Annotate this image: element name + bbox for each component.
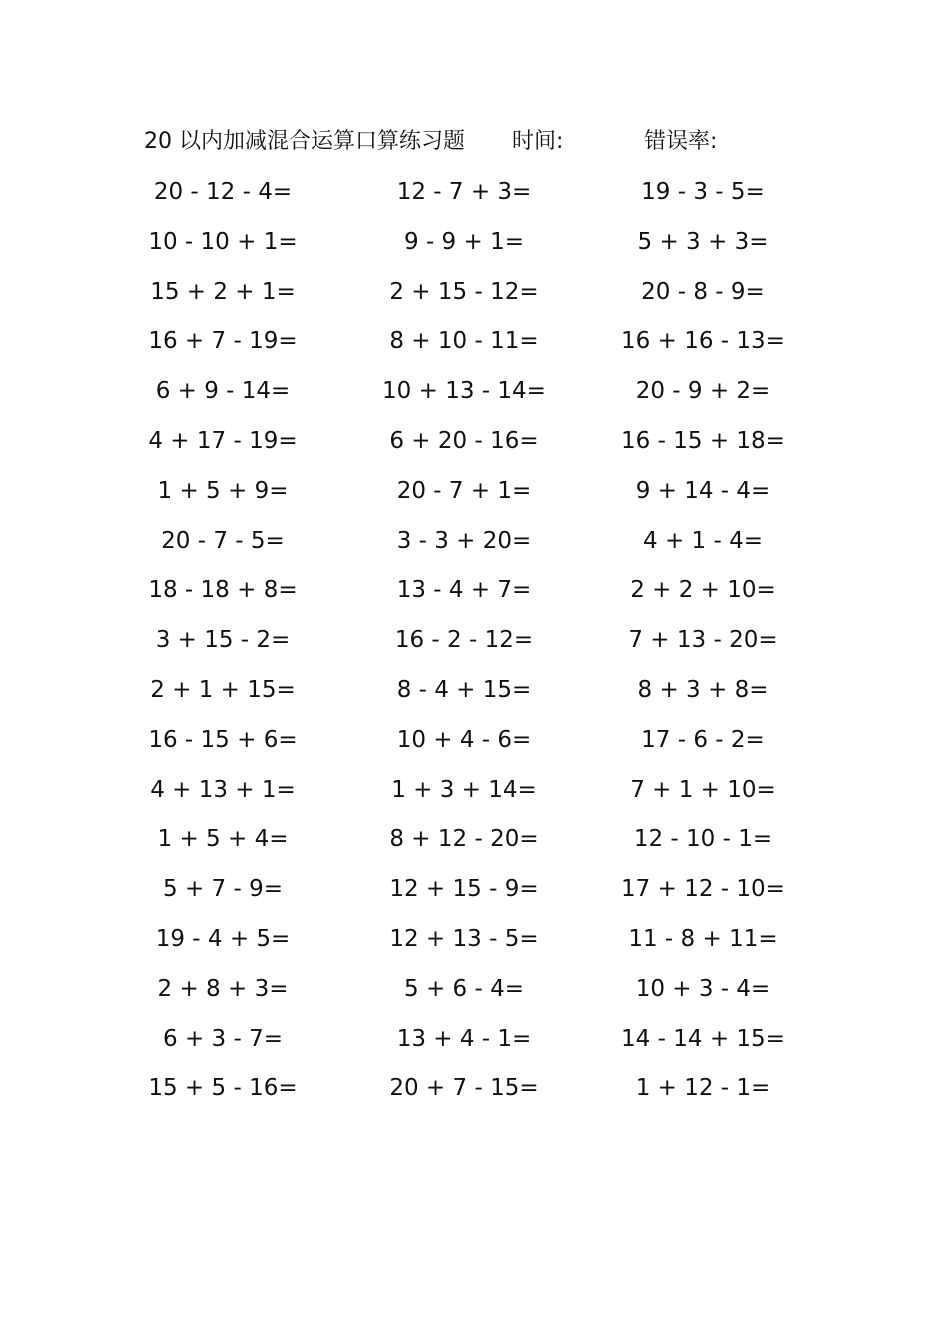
problem-row [0,471,950,521]
problem-cell: 16 - 15 + 18= [621,427,785,454]
problem-row [0,770,950,820]
problem-cell: 20 - 9 + 2= [635,378,771,405]
problem-cell: 12 - 10 - 1= [633,826,773,853]
problem-cell: 2 + 2 + 10= [630,577,776,604]
problem-cell: 14 - 14 + 15= [621,1025,785,1052]
problem-row [0,720,950,770]
problem-row [0,919,950,969]
problem-cell: 9 - 9 + 1= [404,228,524,255]
problem-cell: 6 + 20 - 16= [389,427,539,454]
problem-cell: 7 + 13 - 20= [628,627,778,654]
problem-cell: 1 + 3 + 14= [391,776,537,803]
problem-cell: 12 - 7 + 3= [396,179,532,205]
worksheet-header [0,124,950,160]
problem-cell: 1 + 5 + 9= [157,477,289,504]
problem-cell: 8 - 4 + 15= [396,676,532,703]
problem-cell: 13 + 4 - 1= [396,1025,532,1052]
problem-row [0,521,950,571]
problem-cell: 16 - 2 - 12= [394,627,534,654]
problem-cell: 20 - 7 - 5= [161,527,285,554]
problem-cell: 20 - 12 - 4= [153,179,293,205]
problem-cell: 8 + 3 + 8= [637,676,769,703]
problem-cell: 17 + 12 - 10= [621,876,785,903]
problem-cell: 20 - 8 - 9= [641,278,765,305]
problem-cell: 11 - 8 + 11= [628,925,778,952]
problem-row [0,421,950,471]
problem-row [0,819,950,869]
problem-cell: 4 + 1 - 4= [643,527,763,554]
problem-cell: 3 + 15 - 2= [155,627,291,654]
problem-cell: 5 + 3 + 3= [637,228,769,255]
problem-cell: 12 + 13 - 5= [389,925,539,952]
worksheet-title: 20 以内加减混合运算口算练习题 [144,129,465,154]
problem-cell: 20 - 7 + 1= [396,477,532,504]
problem-row [0,272,950,322]
problem-row [0,570,950,620]
problem-cell: 20 + 7 - 15= [389,1075,539,1102]
problem-cell: 12 + 15 - 9= [389,876,539,903]
problem-row [0,1019,950,1069]
problem-cell: 17 - 6 - 2= [641,726,765,753]
problem-row [0,620,950,670]
problem-cell: 13 - 4 + 7= [396,577,532,604]
problem-cell: 5 + 7 - 9= [163,876,283,903]
problem-row [0,172,950,222]
problem-cell: 1 + 12 - 1= [635,1075,771,1102]
time-label: 时间: [512,129,564,154]
problem-cell: 7 + 1 + 10= [630,776,776,803]
problem-cell: 10 + 4 - 6= [396,726,532,753]
problem-cell: 16 + 16 - 13= [621,328,785,355]
problem-cell: 10 - 10 + 1= [148,228,298,255]
problem-cell: 1 + 5 + 4= [157,826,289,853]
problem-cell: 15 + 2 + 1= [150,278,296,305]
problem-cell: 10 + 13 - 14= [382,378,546,405]
problem-row [0,969,950,1019]
problem-cell: 19 - 3 - 5= [641,179,765,205]
problem-row [0,371,950,421]
problem-cell: 9 + 14 - 4= [635,477,771,504]
problem-cell: 4 + 17 - 19= [148,427,298,454]
problem-cell: 4 + 13 + 1= [150,776,296,803]
problem-row [0,222,950,272]
problem-row [0,1068,950,1118]
error-rate-label: 错误率: [644,129,718,154]
problem-cell: 2 + 15 - 12= [389,278,539,305]
problem-cell: 16 - 15 + 6= [148,726,298,753]
problem-cell: 18 - 18 + 8= [148,577,298,604]
problem-cell: 8 + 12 - 20= [389,826,539,853]
problem-cell: 19 - 4 + 5= [155,925,291,952]
problem-cell: 2 + 8 + 3= [157,975,289,1002]
problem-cell: 6 + 3 - 7= [163,1025,283,1052]
problem-row [0,869,950,919]
problem-cell: 6 + 9 - 14= [155,378,291,405]
problem-row [0,670,950,720]
problem-grid [0,172,950,1118]
problem-cell: 8 + 10 - 11= [389,328,539,355]
problem-row [0,321,950,371]
problem-cell: 10 + 3 - 4= [635,975,771,1002]
problem-cell: 2 + 1 + 15= [150,676,296,703]
problem-cell: 3 - 3 + 20= [396,527,532,554]
problem-cell: 15 + 5 - 16= [148,1075,298,1102]
problem-cell: 16 + 7 - 19= [148,328,298,355]
problem-cell: 5 + 6 - 4= [404,975,524,1002]
